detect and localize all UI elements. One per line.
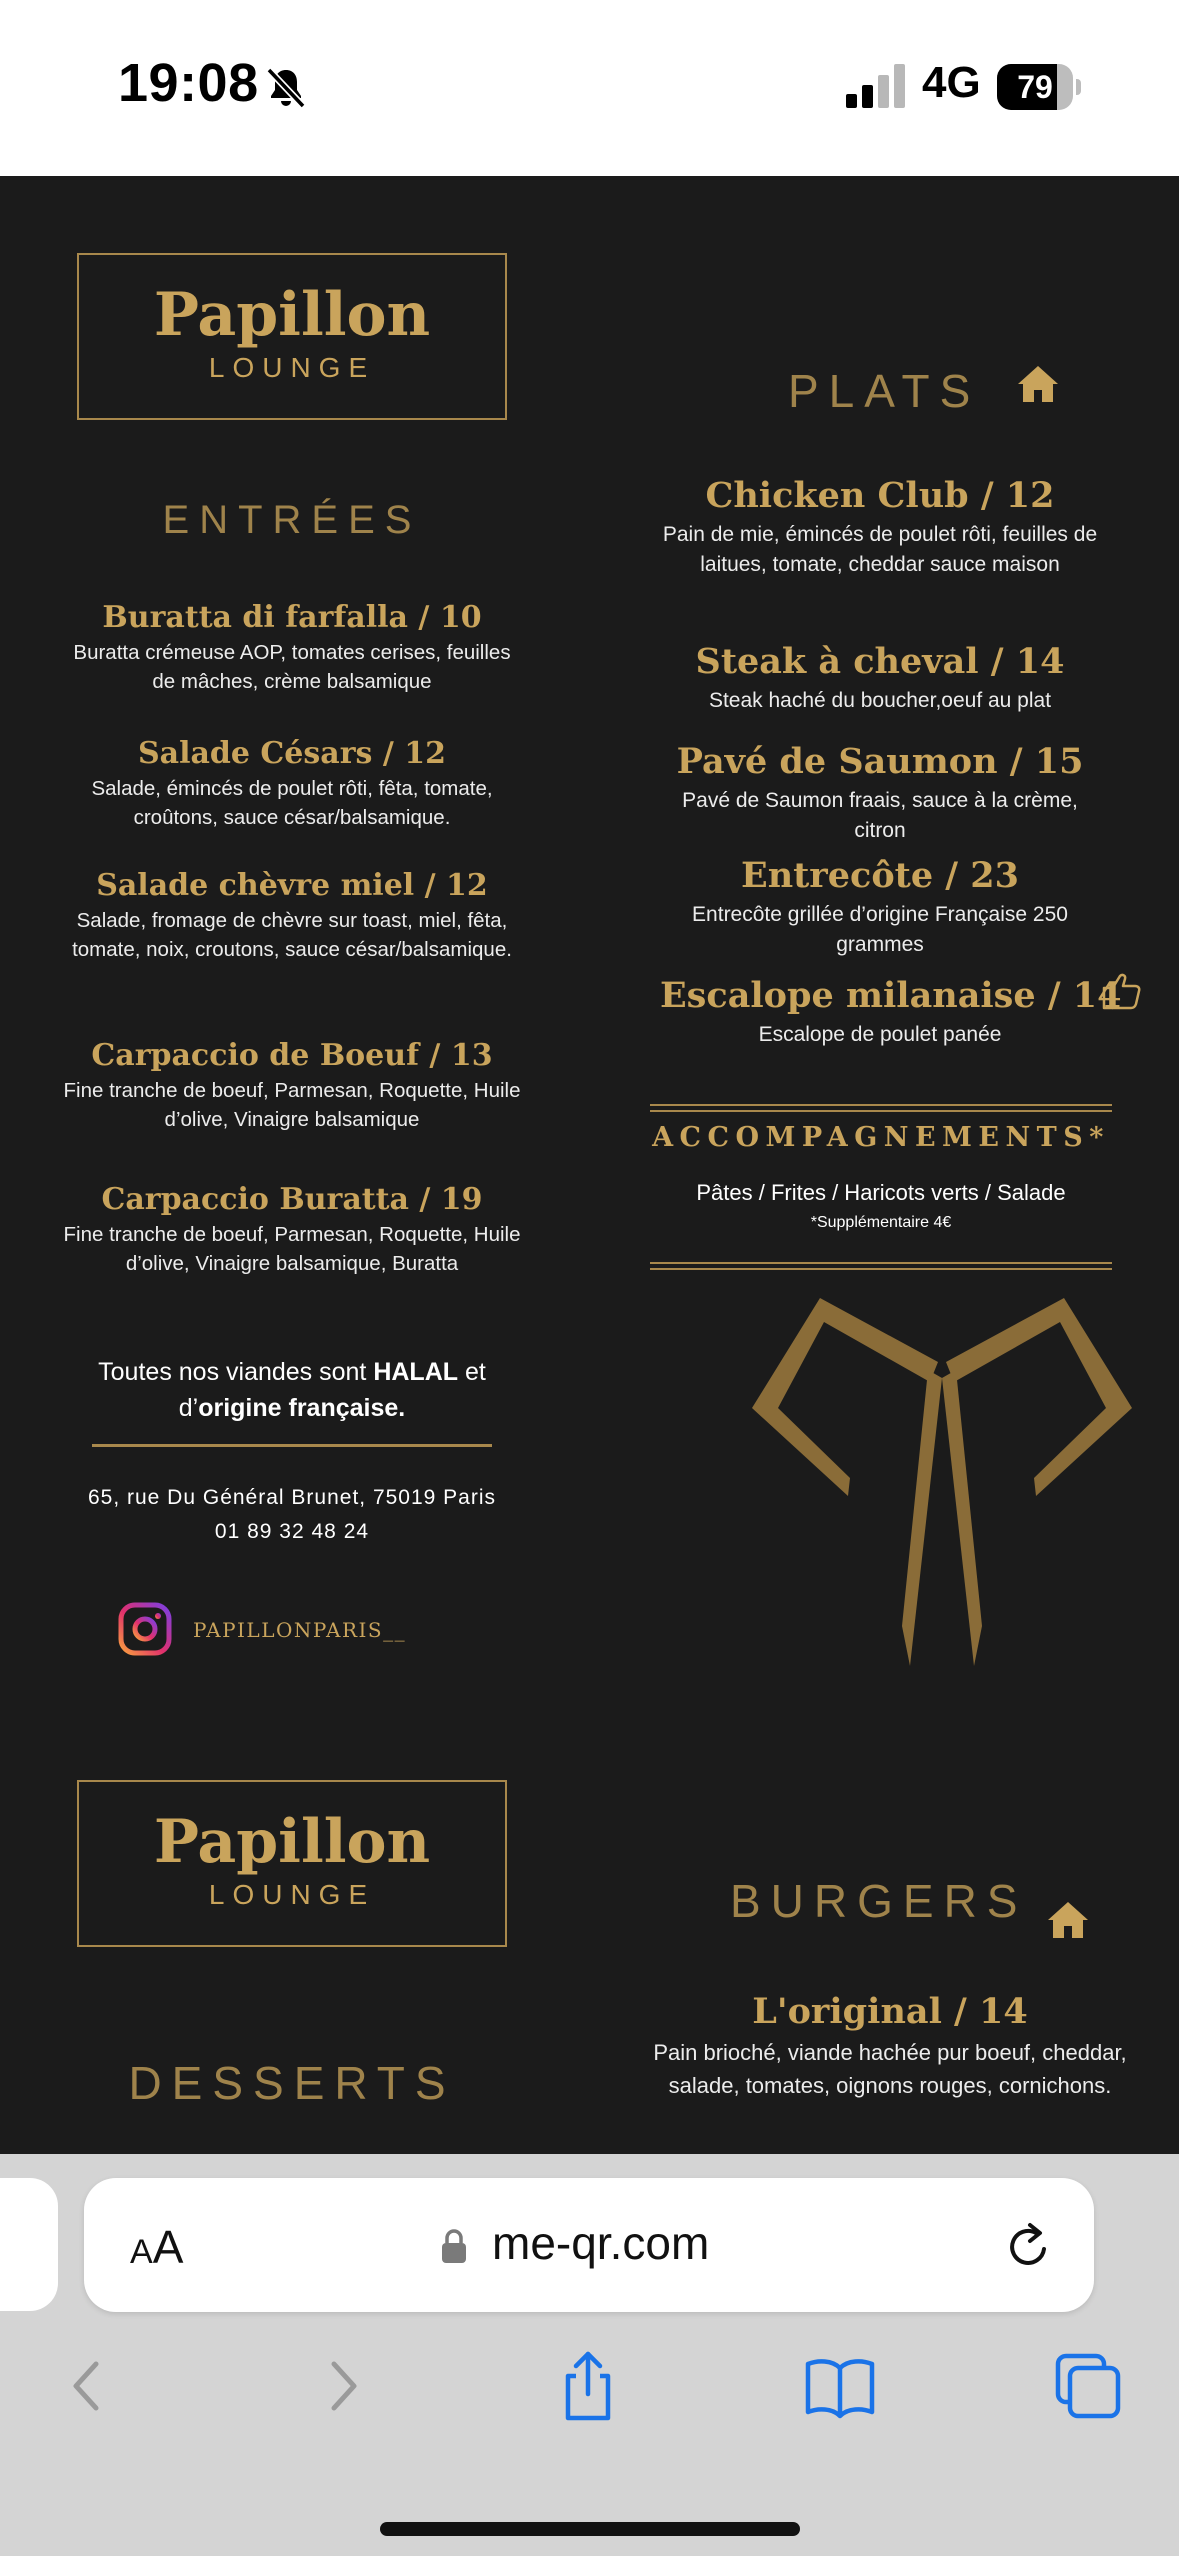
house-icon bbox=[1016, 362, 1060, 406]
menu-item-name: Carpaccio Buratta / 19 bbox=[101, 1182, 483, 1217]
menu-item bbox=[660, 738, 1100, 846]
menu-item bbox=[60, 598, 524, 696]
menu-item bbox=[60, 866, 524, 964]
reload-icon[interactable] bbox=[1002, 2219, 1056, 2273]
menu-item-name: Steak à cheval / 14 bbox=[695, 641, 1065, 682]
section-title-plats: PLATS bbox=[788, 365, 981, 417]
previous-tab-peek[interactable] bbox=[0, 2178, 58, 2311]
halal-note-bold: origine française. bbox=[198, 1394, 406, 1422]
menu-item-desc: Entrecôte grillée d’origine Française 250 grammes bbox=[692, 903, 1068, 956]
accompagnements-note: *Supplémentaire 4€ bbox=[810, 1214, 952, 1231]
divider bbox=[650, 1110, 1112, 1112]
menu-page bbox=[0, 176, 1179, 2154]
halal-note-text: et d’ bbox=[178, 1358, 486, 1422]
divider bbox=[650, 1104, 1112, 1106]
logo-papillon-lounge bbox=[77, 1780, 507, 1947]
bell-muted-icon bbox=[262, 64, 310, 112]
divider bbox=[92, 1444, 492, 1447]
bowtie-logo-icon bbox=[748, 1296, 1134, 1682]
menu-item bbox=[660, 852, 1100, 960]
menu-item bbox=[650, 1988, 1130, 2102]
menu-item-name: L'original / 14 bbox=[752, 1991, 1028, 2032]
text-size-label-small: A bbox=[130, 2233, 153, 2271]
halal-note-text: Toutes nos viandes sont bbox=[98, 1358, 374, 1386]
halal-note bbox=[60, 1354, 524, 1426]
menu-item-name: Escalope milanaise / 14 bbox=[660, 975, 1122, 1016]
menu-item-name: Salade Césars / 12 bbox=[137, 736, 447, 771]
menu-item-name: Salade chèvre miel / 12 bbox=[96, 868, 488, 903]
menu-item-name: Carpaccio de Boeuf / 13 bbox=[91, 1038, 493, 1073]
halal-note-bold: HALAL bbox=[373, 1358, 459, 1386]
menu-item-name: Chicken Club / 12 bbox=[705, 475, 1055, 516]
menu-item bbox=[60, 734, 524, 832]
browser-toolbar bbox=[0, 2154, 1179, 2556]
menu-item bbox=[60, 1036, 524, 1134]
text-size-label-big: A bbox=[152, 2221, 184, 2273]
divider bbox=[650, 1262, 1112, 1264]
back-icon[interactable] bbox=[50, 2350, 126, 2422]
menu-item bbox=[660, 972, 1122, 1050]
menu-item bbox=[660, 472, 1100, 580]
home-indicator[interactable] bbox=[380, 2522, 800, 2536]
menu-item-desc: Pain de mie, émincés de poulet rôti, feuilles de laitues, tomate, cheddar sauce maison bbox=[662, 523, 1098, 576]
logo-sub: LOUNGE bbox=[208, 352, 376, 383]
status-bar bbox=[0, 0, 1179, 176]
accompagnements-items: Pâtes / Frites / Haricots verts / Salade bbox=[696, 1180, 1066, 1205]
instagram-icon bbox=[118, 1602, 172, 1656]
lock-icon bbox=[440, 2228, 468, 2264]
logo-papillon-lounge bbox=[77, 253, 507, 420]
section-title-desserts: DESSERTS bbox=[128, 2057, 456, 2109]
share-icon[interactable] bbox=[550, 2350, 626, 2422]
menu-item-desc: Fine tranche de boeuf, Parmesan, Roquette, Huile d’olive, Vinaigre balsamique bbox=[63, 1079, 521, 1131]
thumbs-up-icon bbox=[1100, 970, 1142, 1012]
menu-item bbox=[60, 1180, 524, 1278]
logo-name: Papillon bbox=[153, 1807, 431, 1877]
battery-percent: 79 bbox=[1017, 69, 1053, 105]
menu-item-desc: Fine tranche de boeuf, Parmesan, Roquette, Huile d’olive, Vinaigre balsamique, Buratta bbox=[63, 1223, 521, 1275]
menu-item-name: Entrecôte / 23 bbox=[741, 855, 1019, 896]
menu-item-desc: Escalope de poulet panée bbox=[758, 1023, 1002, 1046]
section-title-entrees: ENTRÉES bbox=[162, 498, 422, 542]
logo-name: Papillon bbox=[153, 280, 431, 350]
text-size-button[interactable] bbox=[130, 2220, 183, 2274]
menu-item-desc: Pain brioché, viande hachée pur boeuf, cheddar, salade, tomates, oignons rouges, cornichons. bbox=[653, 2040, 1127, 2098]
address-street: 65, rue Du Général Brunet, 75019 Paris bbox=[87, 1486, 497, 1509]
instagram-handle: PAPILLONPARIS__ bbox=[193, 1618, 407, 1642]
section-title-accompagnements: ACCOMPAGNEMENTS* bbox=[652, 1122, 1110, 1153]
menu-item-desc: Pavé de Saumon fraais, sauce à la crème, citron bbox=[682, 789, 1078, 842]
house-icon bbox=[1046, 1898, 1090, 1942]
status-time: 19:08 bbox=[118, 53, 259, 113]
battery-icon bbox=[997, 64, 1079, 110]
bookmarks-icon[interactable] bbox=[802, 2350, 878, 2422]
menu-item-desc: Steak haché du boucher,oeuf au plat bbox=[708, 689, 1052, 712]
divider bbox=[650, 1268, 1112, 1270]
menu-item-desc: Salade, émincés de poulet rôti, fêta, tomate, croûtons, sauce césar/balsamique. bbox=[91, 777, 493, 829]
forward-icon[interactable] bbox=[304, 2350, 380, 2422]
tabs-icon[interactable] bbox=[1050, 2350, 1126, 2422]
logo-sub: LOUNGE bbox=[208, 1879, 376, 1910]
menu-item-name: Pavé de Saumon / 15 bbox=[676, 741, 1084, 782]
address-bar[interactable] bbox=[84, 2178, 1094, 2312]
menu-item-desc: Buratta crémeuse AOP, tomates cerises, feuilles de mâches, crème balsamique bbox=[73, 641, 511, 693]
section-title-burgers: BURGERS bbox=[730, 1875, 1028, 1927]
menu-item bbox=[660, 638, 1100, 716]
url-text[interactable]: me-qr.com bbox=[492, 2217, 710, 2269]
menu-item-desc: Salade, fromage de chèvre sur toast, miel, fêta, tomate, noix, croutons, sauce césar/balsamique. bbox=[72, 909, 512, 961]
signal-icon bbox=[846, 64, 908, 108]
phone-number: 01 89 32 48 24 bbox=[214, 1520, 370, 1543]
menu-item-name: Buratta di farfalla / 10 bbox=[102, 600, 482, 635]
network-label: 4G bbox=[922, 58, 981, 107]
